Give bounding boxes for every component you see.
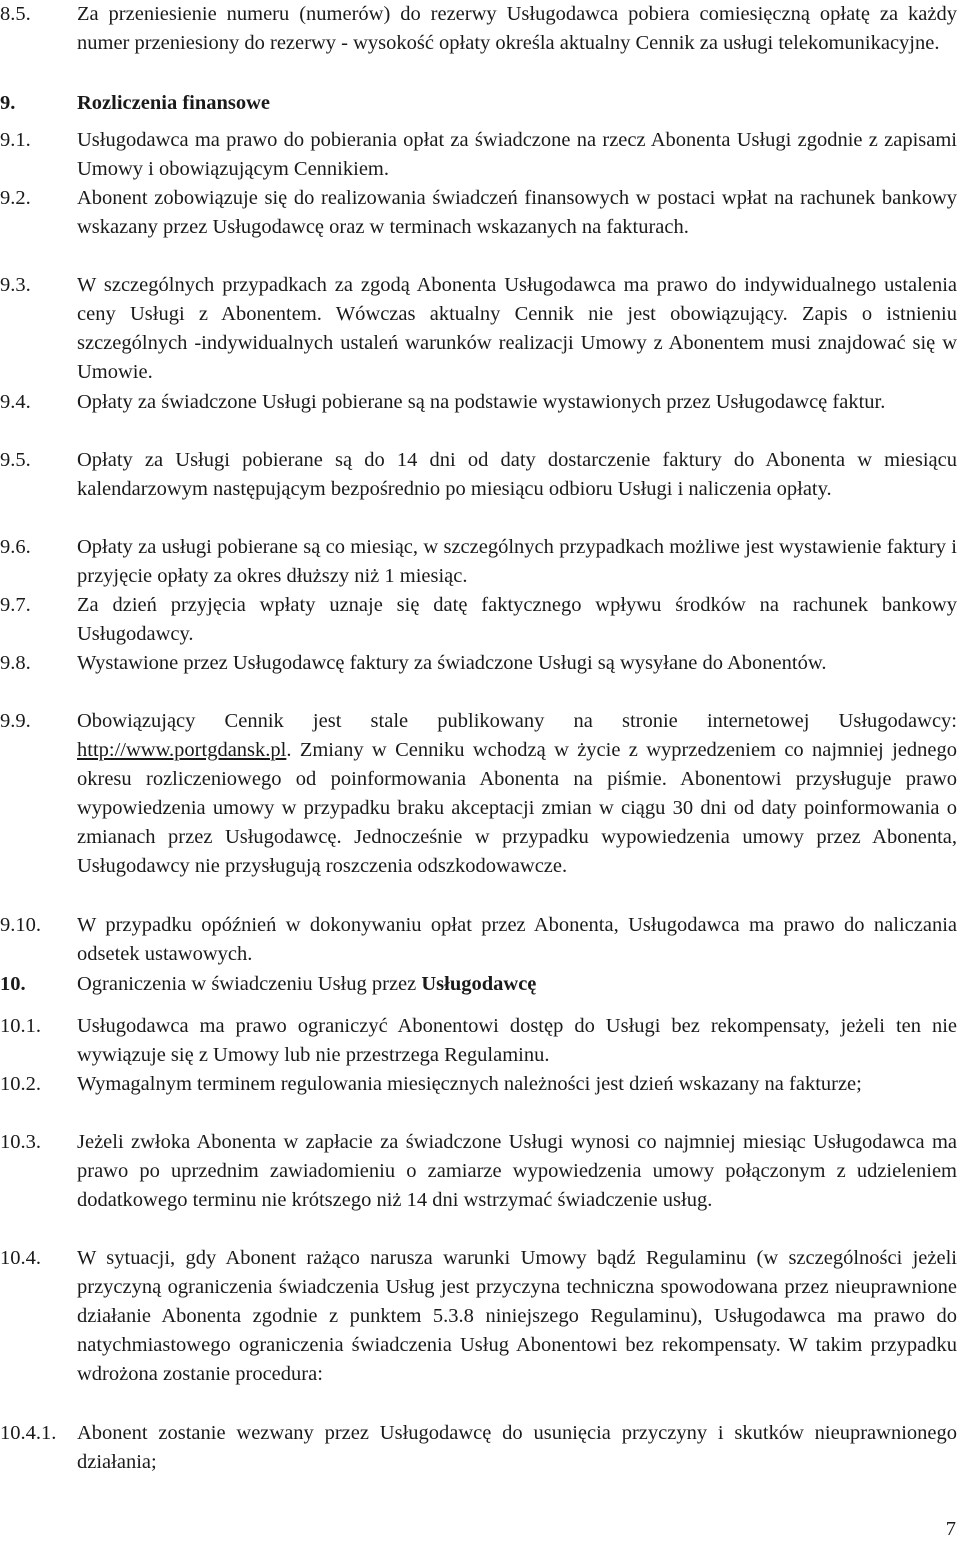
clause-9-9 bbox=[0, 707, 957, 881]
clause-9-5 bbox=[0, 446, 957, 504]
section-number: 9. bbox=[0, 92, 16, 114]
clause-text-before-link: Obowiązujący Cennik jest stale publikowany na stronie internetowej Usługodawcy: bbox=[77, 710, 957, 732]
clause-number: 9.4. bbox=[0, 391, 31, 413]
clause-number: 8.5. bbox=[0, 3, 31, 25]
clause-text: Jeżeli zwłoka Abonenta w zapłacie za świadczone Usługi wynosi co najmniej miesiąc Usługodawca ma prawo po uprzednim zawiadomieniu o zamiarze wypowiedzenia umowy połączonym z udzieleniem dodatkowego terminu nie krótszego niż 14 dni wstrzymać świadczenie usług. bbox=[77, 1131, 957, 1211]
section-10-heading bbox=[0, 970, 957, 999]
clause-text: Usługodawca ma prawo do pobierania opłat za świadczone na rzecz Abonenta Usługi zgodnie z zapisami Umowy i obowiązującym Cennikiem. bbox=[77, 129, 957, 180]
clause-text: W przypadku opóźnień w dokonywaniu opłat przez Abonenta, Usługodawca ma prawo do naliczania odsetek ustawowych. bbox=[77, 914, 957, 965]
clause-9-7 bbox=[0, 591, 957, 649]
section-number: 10. bbox=[0, 973, 26, 995]
clause-text: Opłaty za świadczone Usługi pobierane są na podstawie wystawionych przez Usługodawcę faktur. bbox=[77, 391, 886, 413]
section-title: Rozliczenia finansowe bbox=[77, 92, 271, 114]
clause-text: Za przeniesienie numeru (numerów) do rezerwy Usługodawca pobiera comiesięczną opłatę za każdy numer przeniesiony do rezerwy - wysokość opłaty określa aktualny Cennik za usługi telekomunikacyjne. bbox=[77, 3, 957, 54]
clause-number: 9.9. bbox=[0, 710, 31, 732]
clause-9-2 bbox=[0, 184, 957, 242]
clause-number: 9.2. bbox=[0, 187, 31, 209]
clause-9-3 bbox=[0, 271, 957, 387]
clause-text bbox=[77, 707, 957, 881]
pricelist-url-link[interactable]: http://www.portgdansk.pl bbox=[77, 739, 287, 761]
clause-text: Za dzień przyjęcia wpłaty uznaje się datę faktycznego wpływu środków na rachunek bankowy Usługodawcy. bbox=[77, 594, 957, 645]
clause-10-4 bbox=[0, 1244, 957, 1389]
clause-number: 10.1. bbox=[0, 1015, 41, 1037]
clause-10-1 bbox=[0, 1012, 957, 1070]
page-number: 7 bbox=[945, 1518, 956, 1540]
clause-9-6 bbox=[0, 533, 957, 591]
clause-8-5 bbox=[0, 0, 957, 58]
clause-number: 9.10. bbox=[0, 914, 41, 936]
clause-number: 10.4. bbox=[0, 1247, 41, 1269]
clause-text: Wystawione przez Usługodawcę faktury za świadczone Usługi są wysyłane do Abonentów. bbox=[77, 652, 827, 674]
clause-10-3 bbox=[0, 1128, 957, 1215]
section-title bbox=[77, 970, 957, 999]
clause-10-2 bbox=[0, 1070, 957, 1099]
clause-9-8 bbox=[0, 649, 957, 678]
clause-text: Usługodawca ma prawo ograniczyć Abonentowi dostęp do Usługi bez rekompensaty, jeżeli ten nie wywiązuje się z Umowy lub nie przestrzega Regulaminu. bbox=[77, 1015, 957, 1066]
clause-text: W sytuacji, gdy Abonent rażąco narusza warunki Umowy bądź Regulaminu (w szczególności jeżeli przyczyną ograniczenia świadczenia Usług jest przyczyna techniczna spowodowana przez nieuprawnione działanie Abonenta zgodnie z punktem 5.3.8 niniejszego Regulaminu), Usługodawca ma prawo do natychmiastowego ograniczenia świadczenia Usług Abonentowi bez rekompensaty. W takim przypadku wdrożona zostanie procedura: bbox=[77, 1247, 957, 1385]
clause-9-4 bbox=[0, 388, 957, 417]
section-title-plain: Ograniczenia w świadczeniu Usług przez bbox=[77, 973, 422, 995]
clause-number: 9.6. bbox=[0, 536, 31, 558]
clause-number: 10.2. bbox=[0, 1073, 41, 1095]
clause-number: 9.8. bbox=[0, 652, 31, 674]
clause-number: 9.7. bbox=[0, 594, 31, 616]
clause-text: Opłaty za Usługi pobierane są do 14 dni od daty dostarczenie faktury do Abonenta w miesiącu kalendarzowym następującym bezpośrednio po miesiącu odbioru Usługi i naliczenia opłaty. bbox=[77, 449, 957, 500]
clause-number: 10.3. bbox=[0, 1131, 41, 1153]
clause-text: W szczególnych przypadkach za zgodą Abonenta Usługodawca ma prawo do indywidualnego ustalenia ceny Usługi z Abonentem. Wówczas aktualny Cennik nie jest obowiązujący. Zapis o istnieniu szczególnych -indywidualnych ustaleń warunków realizacji Umowy z Abonentem musi znajdować się w Umowie. bbox=[77, 274, 957, 383]
clause-9-1 bbox=[0, 126, 957, 184]
section-title-bold: Usługodawcę bbox=[421, 973, 537, 995]
clause-text: Opłaty za usługi pobierane są co miesiąc, w szczególnych przypadkach możliwe jest wystawienie faktury i przyjęcie opłaty za okres dłuższy niż 1 miesiąc. bbox=[77, 536, 957, 587]
clause-number: 9.3. bbox=[0, 274, 31, 296]
section-9-heading bbox=[0, 89, 957, 118]
clause-number: 10.4.1. bbox=[0, 1422, 57, 1444]
clause-10-4-1 bbox=[0, 1419, 957, 1477]
clause-text: Wymagalnym terminem regulowania miesięcznych należności jest dzień wskazany na fakturze; bbox=[77, 1073, 862, 1095]
clause-number: 9.1. bbox=[0, 129, 31, 151]
clause-number: 9.5. bbox=[0, 449, 31, 471]
clause-9-10 bbox=[0, 911, 957, 969]
clause-text-after-link: . Zmiany w Cenniku wchodzą w życie z wyprzedzeniem co najmniej jednego okresu rozliczeniowego od poinformowania Abonenta na piśmie. Abonentowi przysługuje prawo wypowiedzenia umowy w przypadku braku akceptacji zmian w ciągu 30 dni od daty poinformowania o zmianach przez Usługodawcę. Jednocześnie w przypadku wypowiedzenia umowy przez Abonenta, Usługodawcy nie przysługują roszczenia odszkodowawcze. bbox=[77, 739, 957, 877]
clause-text: Abonent zobowiązuje się do realizowania świadczeń finansowych w postaci wpłat na rachunek bankowy wskazany przez Usługodawcę oraz w terminach wskazanych na fakturach. bbox=[77, 187, 957, 238]
clause-text: Abonent zostanie wezwany przez Usługodawcę do usunięcia przyczyny i skutków nieuprawnionego działania; bbox=[77, 1422, 957, 1473]
